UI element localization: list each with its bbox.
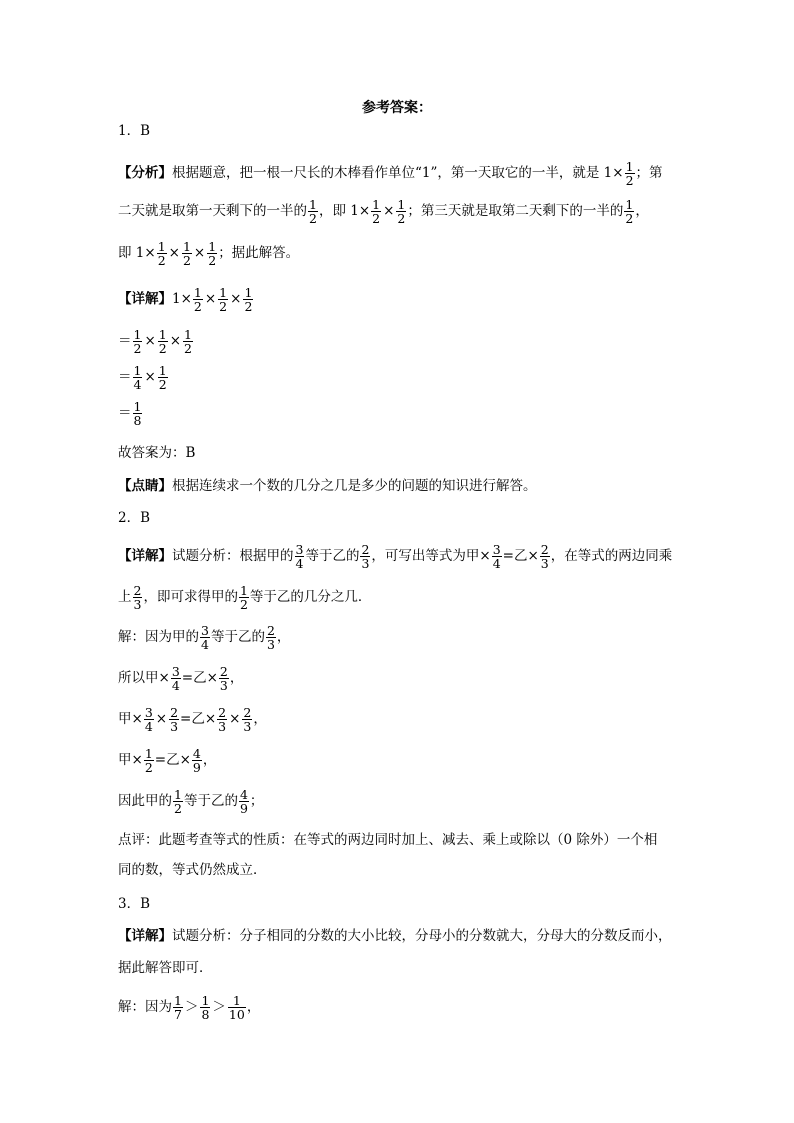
text: 1 <box>144 746 153 761</box>
text: ＞ <box>184 998 199 1015</box>
text: 8 <box>133 413 142 429</box>
text: 3 <box>266 637 275 653</box>
fraction <box>182 240 192 267</box>
text: 根据题意，把一根一尺长的木棒看作单位“1”，第一天取它的一半，就是 1× <box>172 164 624 181</box>
text: =乙× <box>180 710 217 727</box>
text: 1 <box>158 363 167 378</box>
text: 3 <box>133 597 142 613</box>
q1-analysis-line3 <box>118 240 299 267</box>
q2-comment-line2 <box>118 864 267 878</box>
fraction <box>266 624 276 651</box>
text: 1 <box>244 285 253 300</box>
text: 2 <box>218 705 227 720</box>
text: 4 <box>201 637 209 653</box>
text: 2 <box>170 705 179 720</box>
text: 2 <box>625 211 634 227</box>
fraction <box>242 706 252 733</box>
text: 甲× <box>118 710 143 727</box>
q2-solution-line3 <box>118 706 267 733</box>
text: ＞ <box>212 998 226 1015</box>
text: 4 <box>133 377 142 393</box>
text: 2 <box>133 341 142 357</box>
text: =乙× <box>502 547 539 564</box>
text: 据此解答即可． <box>118 960 213 976</box>
q1-detail-line4 <box>118 400 143 427</box>
text: 等于乙的几分之几． <box>249 588 372 605</box>
text: 9 <box>192 760 201 776</box>
fraction <box>173 788 183 815</box>
fraction <box>228 994 246 1021</box>
fraction <box>540 543 550 570</box>
text: 等于乙的 <box>305 547 360 564</box>
text: × <box>229 710 241 727</box>
text: 1 <box>239 583 248 598</box>
text: 1 <box>201 993 210 1008</box>
text: 2 <box>239 597 248 613</box>
text: 试题分析：分子相同的分数的大小比较，分母小的分数就大，分母大的分数反而小， <box>172 928 672 944</box>
text: 1 <box>133 399 142 414</box>
text: 10 <box>228 1007 245 1023</box>
q1-detail-line1 <box>118 286 254 313</box>
text: 4 <box>239 787 248 802</box>
text: × <box>230 290 242 307</box>
text: 2 <box>219 664 228 679</box>
text: 根据连续求一个数的几分之几是多少的问题的知识进行解答。 <box>172 478 537 494</box>
text: 3 <box>243 719 252 735</box>
text: 2 <box>133 583 142 598</box>
q1-tip <box>118 480 537 494</box>
text: ；第三天就是取第二天剩下的一半的 <box>407 202 624 219</box>
text: =乙× <box>181 669 218 686</box>
fraction <box>625 160 635 187</box>
text: 即 1× <box>118 244 156 261</box>
text: ，在等式的两边同乘 <box>550 547 673 564</box>
text: 2．B <box>118 510 151 526</box>
fraction <box>200 994 210 1021</box>
text: 4 <box>171 678 180 694</box>
text: 1 <box>232 993 241 1008</box>
text: ，可写出等式为甲× <box>371 547 491 564</box>
q1-detail-line2 <box>118 328 194 355</box>
fraction <box>193 286 203 313</box>
text: 等于乙的 <box>183 792 238 809</box>
q2-solution-line4 <box>118 747 216 774</box>
fraction <box>158 364 168 391</box>
text: 4 <box>192 746 201 761</box>
q2-comment-line1 <box>118 834 657 848</box>
text: 1 <box>133 363 142 378</box>
fraction <box>158 328 168 355</box>
text: 2 <box>184 341 192 357</box>
text: 2 <box>540 542 549 557</box>
text: 1 <box>219 285 228 300</box>
text: ；据此解答。 <box>218 244 300 261</box>
text: ， <box>229 669 244 686</box>
fraction <box>192 747 202 774</box>
detail-tag: 【详解】 <box>118 547 172 564</box>
text: 8 <box>201 1007 210 1023</box>
text: ， <box>635 202 649 219</box>
text: 3 <box>540 556 549 572</box>
text: 2 <box>144 760 153 776</box>
text: ＝ <box>118 332 132 349</box>
text: 1 <box>174 787 182 802</box>
text: 2 <box>219 299 228 315</box>
fraction <box>396 198 406 225</box>
text: 1 <box>397 197 406 212</box>
text: 2 <box>361 542 370 557</box>
fraction <box>624 198 634 225</box>
fraction <box>144 747 154 774</box>
text: 1．B <box>118 123 151 139</box>
text: 2 <box>266 623 275 638</box>
text: 1× <box>172 290 192 307</box>
text: 1 <box>133 327 142 342</box>
text: 2 <box>208 253 217 269</box>
detail-tag: 【详解】 <box>118 290 172 307</box>
text: 3 <box>219 678 228 694</box>
fraction <box>133 400 143 427</box>
q2-detail-line1 <box>118 543 672 570</box>
text: 3 <box>361 556 370 572</box>
text: 解：因为 <box>118 998 172 1015</box>
text: ， <box>246 998 261 1015</box>
q3-answer <box>118 898 150 912</box>
text: 1 <box>372 197 381 212</box>
q2-detail-line2 <box>118 584 371 611</box>
fraction <box>207 240 217 267</box>
text: 等于乙的 <box>210 628 265 645</box>
fraction <box>308 198 318 225</box>
text: =乙× <box>154 751 191 768</box>
text: 1 <box>184 327 192 342</box>
text: 3 <box>201 623 209 638</box>
detail-tag: 【详解】 <box>118 928 172 944</box>
fraction <box>157 240 167 267</box>
text: 4 <box>295 556 304 572</box>
text: 因此甲的 <box>118 792 172 809</box>
text: 2 <box>244 299 253 315</box>
fraction <box>239 788 249 815</box>
text: 3 <box>171 664 180 679</box>
text: 所以甲× <box>118 669 170 686</box>
q3-detail-line1 <box>118 930 672 944</box>
fraction <box>243 286 253 313</box>
text: 点评：此题考查等式的性质：在等式的两边同时加上、减去、乘上或除以（0 除外）一个相 <box>118 832 658 848</box>
fraction <box>219 665 229 692</box>
fraction <box>133 328 143 355</box>
text: 解：因为甲的 <box>118 628 199 645</box>
fraction <box>171 665 181 692</box>
text: 7 <box>174 1007 182 1023</box>
text: × <box>383 202 395 219</box>
q3-solution-line1 <box>118 994 260 1021</box>
fraction <box>360 543 370 570</box>
text: ＝ <box>118 404 132 421</box>
q3-detail-line2 <box>118 962 213 976</box>
text: 试题分析：根据甲的 <box>172 547 294 564</box>
text: × <box>155 710 168 727</box>
tip-tag: 【点睛】 <box>118 478 172 494</box>
text: ， <box>276 628 291 645</box>
text: 2 <box>158 377 167 393</box>
text: 2 <box>157 253 166 269</box>
text: 1 <box>158 327 167 342</box>
text: 1 <box>174 993 182 1008</box>
fraction <box>169 706 179 733</box>
fraction <box>295 543 305 570</box>
text: 1 <box>625 159 634 174</box>
text: 同的数，等式仍然成立． <box>118 862 267 878</box>
page-title: 参考答案： <box>362 100 432 116</box>
text: 3．B <box>118 896 151 912</box>
fraction <box>217 706 227 733</box>
text: × <box>204 290 217 307</box>
fraction <box>183 328 193 355</box>
text: 3 <box>492 542 501 557</box>
text: 1 <box>182 239 191 254</box>
text: ；第 <box>635 164 663 181</box>
text: 9 <box>239 801 248 817</box>
fraction <box>218 286 228 313</box>
q2-solution-line5 <box>118 788 263 815</box>
text: × <box>144 332 156 349</box>
fraction <box>133 584 143 611</box>
text: 1 <box>193 285 202 300</box>
text: 2 <box>193 299 202 315</box>
text: 1 <box>157 239 166 254</box>
text: 1 <box>309 197 317 212</box>
fraction <box>173 994 183 1021</box>
text: 2 <box>182 253 191 269</box>
text: 2 <box>309 211 317 227</box>
fraction <box>133 364 143 391</box>
text: 4 <box>492 556 501 572</box>
fraction <box>371 198 381 225</box>
text: 4 <box>144 719 153 735</box>
text: 3 <box>295 542 304 557</box>
text: 2 <box>158 341 167 357</box>
text: 2 <box>372 211 381 227</box>
text: 二天就是取第一天剩下的一半的 <box>118 202 307 219</box>
q1-conclusion <box>118 447 195 461</box>
analysis-tag: 【分析】 <box>118 164 172 181</box>
text: 2 <box>243 705 252 720</box>
q1-analysis-line1 <box>118 160 663 187</box>
q1-answer <box>118 125 150 139</box>
fraction <box>492 543 502 570</box>
text: ，即可求得甲的 <box>143 588 238 605</box>
text: × <box>169 332 182 349</box>
q2-solution-line1 <box>118 624 290 651</box>
fraction <box>239 584 249 611</box>
text: 3 <box>144 705 153 720</box>
text: 3 <box>218 719 227 735</box>
text: × <box>144 368 156 385</box>
text: 2 <box>397 211 406 227</box>
text: ， <box>253 710 267 727</box>
text: 故答案为：B <box>118 445 196 461</box>
text: 2 <box>174 801 182 817</box>
fraction <box>200 624 210 651</box>
q2-answer <box>118 512 150 526</box>
text: × <box>168 244 180 261</box>
text: 2 <box>625 173 634 189</box>
text: × <box>193 244 206 261</box>
text: 1 <box>625 197 634 212</box>
text: ，即 1× <box>318 202 371 219</box>
text: 3 <box>170 719 179 735</box>
q1-analysis-line2 <box>118 198 649 225</box>
text: ； <box>249 792 264 809</box>
text: 甲× <box>118 751 143 768</box>
q2-solution-line2 <box>118 665 243 692</box>
q1-detail-line3 <box>118 364 169 391</box>
text: ＝ <box>118 368 132 385</box>
text: 上 <box>118 588 132 605</box>
text: 1 <box>208 239 217 254</box>
text: ， <box>202 751 217 768</box>
fraction <box>144 706 154 733</box>
